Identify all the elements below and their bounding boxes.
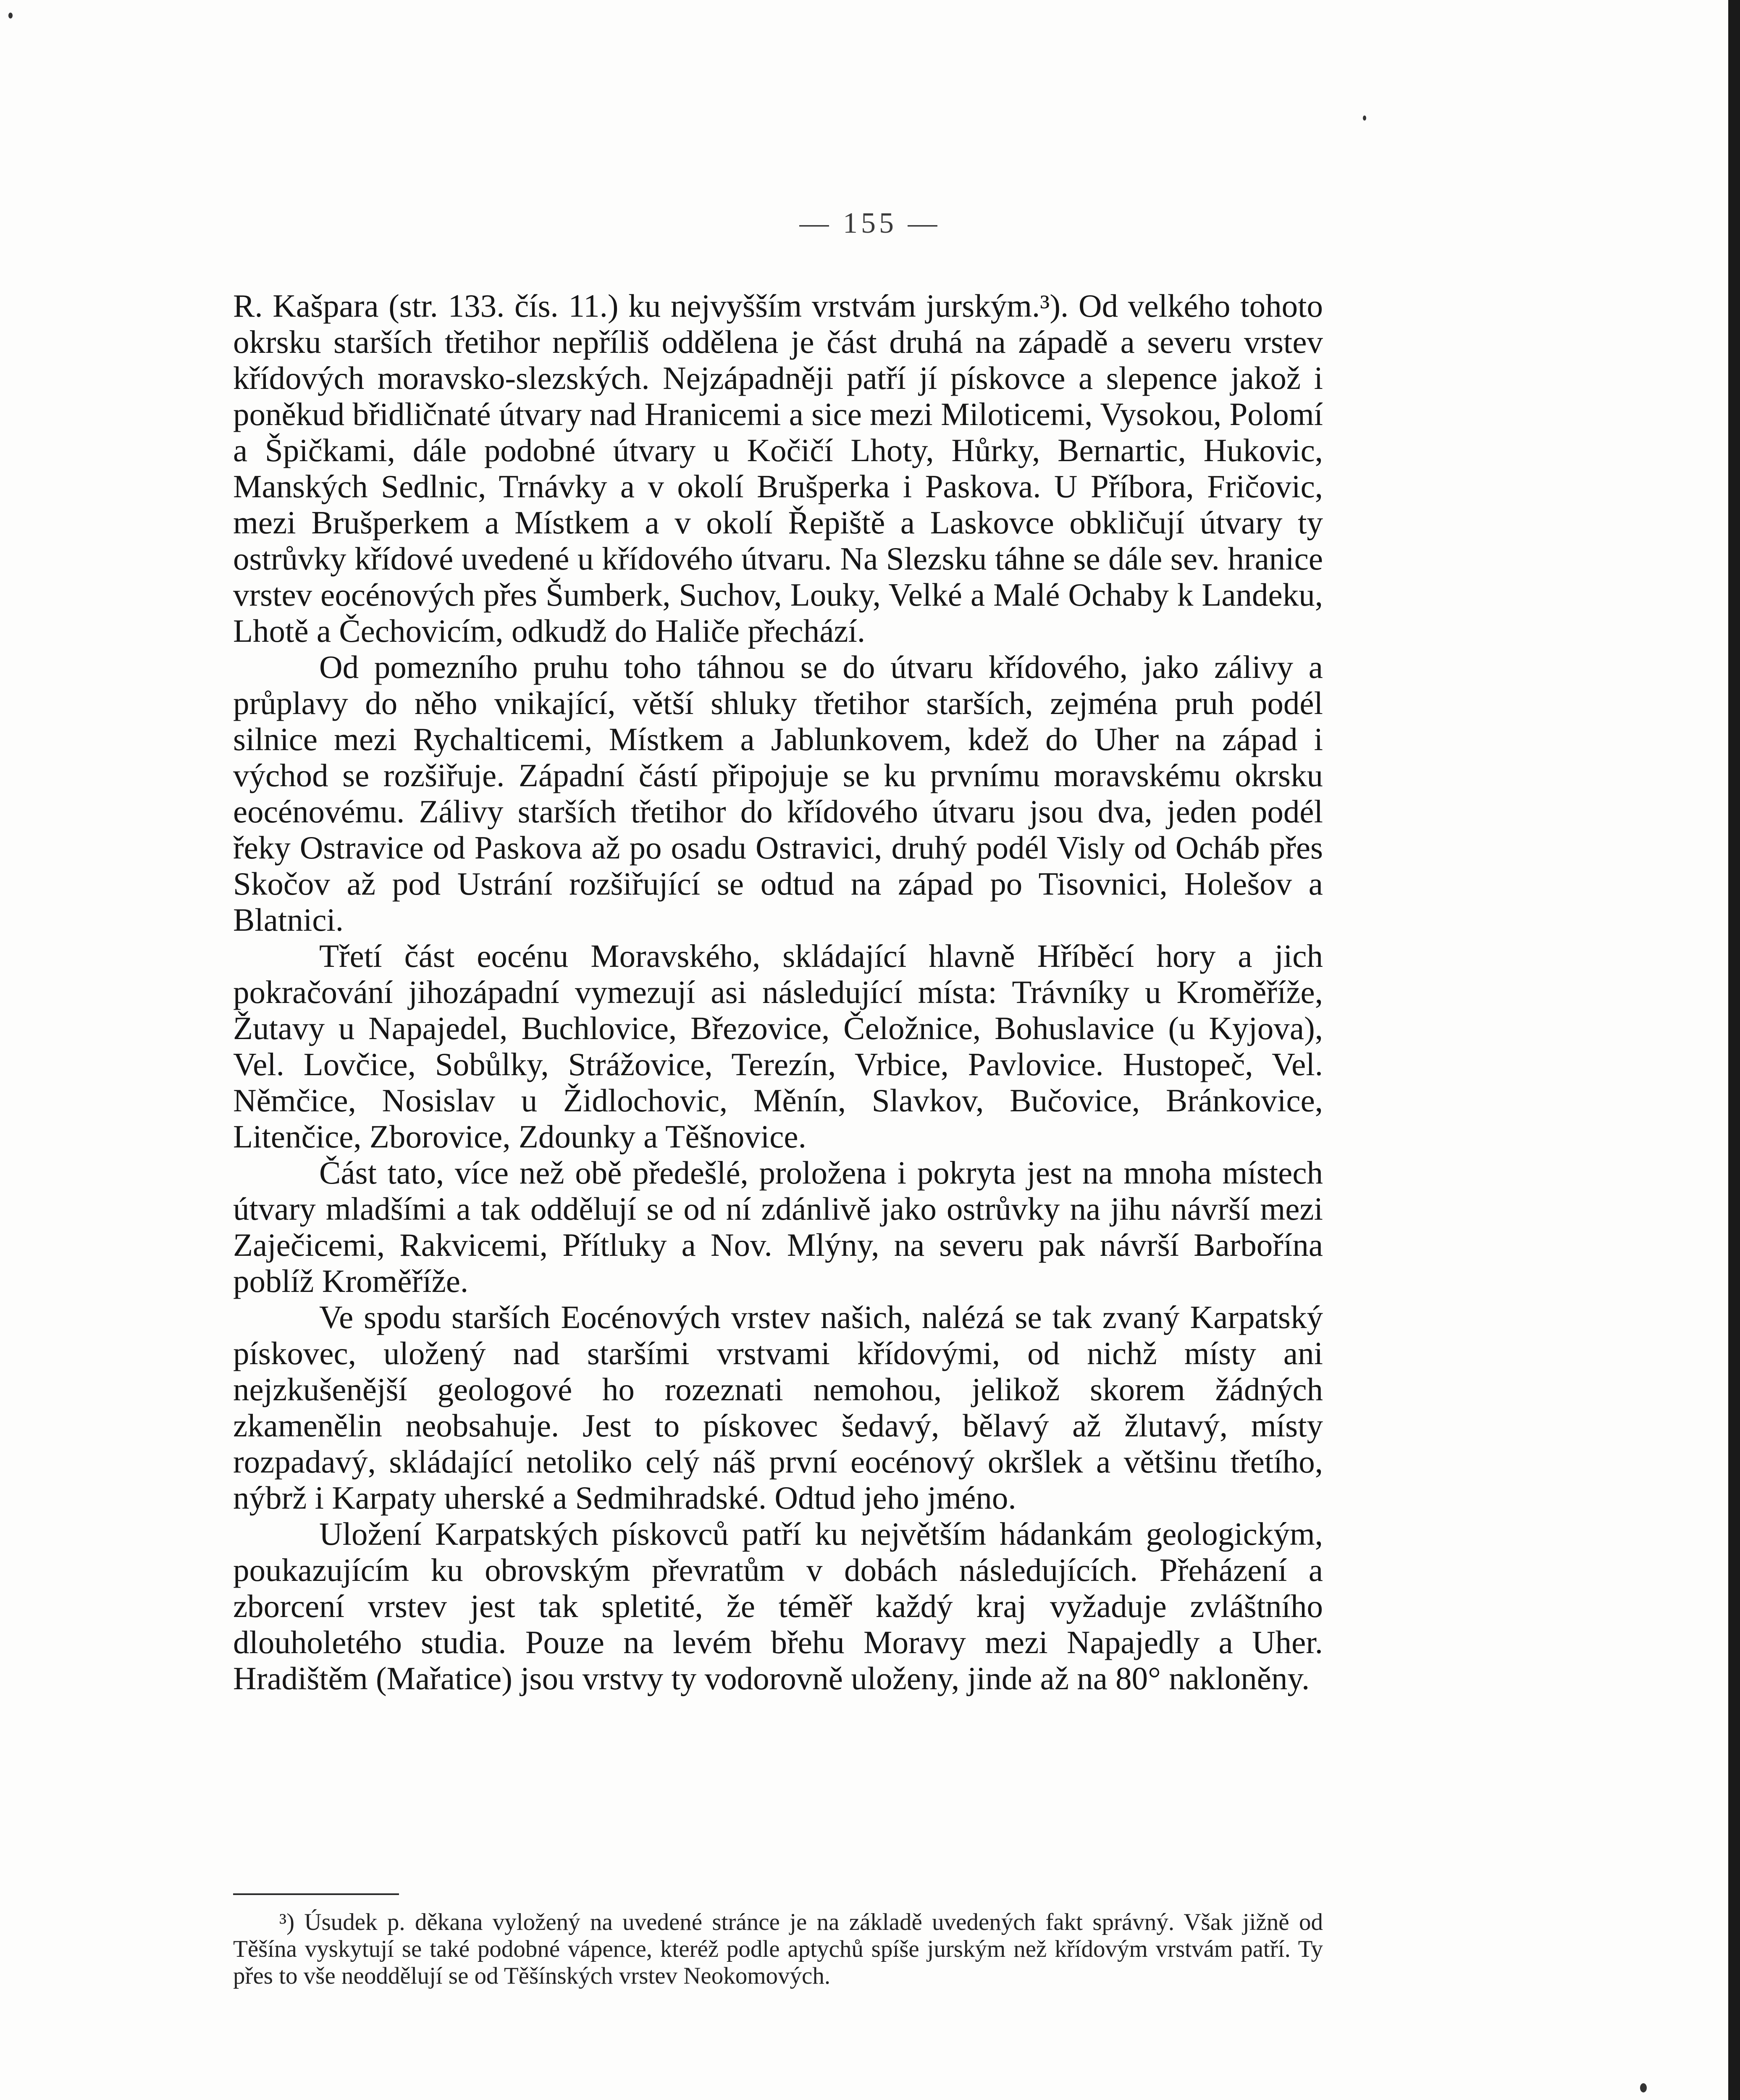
paragraph: Uložení Karpatských pískovců patří ku největším hádankám geologickým, poukazujícím ku obrovským převratům v dobách následujících. Přeházení a zborcení vrstev jest tak spletité, že téměř každý kraj vyžaduje zvláštního dlouholetého studia. Pouze na levém břehu Moravy mezi Napajedly a Uher. Hradištěm (Mařatice) jsou vrstvy ty vodorovně uloženy, jinde až na 80° nakloněny. [233, 1516, 1323, 1696]
scan-speck [8, 13, 13, 18]
scan-edge [1728, 0, 1740, 2100]
paragraph: R. Kašpara (str. 133. čís. 11.) ku nejvyšším vrstvám jurským.³). Od velkého tohoto okrsku starších třetihor nepříliš oddělena je část druhá na západě a severu vrstev křídových moravsko-slezských. Nejzápadněji patří jí pískovce a slepence jakož i poněkud břidličnaté útvary nad Hranicemi a sice mezi Miloticemi, Vysokou, Polomí a Špičkami, dále podobné útvary u Kočičí Lhoty, Hůrky, Bernartic, Hukovic, Manských Sedlnic, Trnávky a v okolí Brušperka i Paskova. U Příbora, Fričovic, mezi Brušperkem a Místkem a v okolí Řepiště a Laskovce obkličují útvary ty ostrůvky křídové uvedené u křídového útvaru. Na Slezsku táhne se dále sev. hranice vrstev eocénových přes Šumberk, Suchov, Louky, Velké a Malé Ochaby k Landeku, Lhotě a Čechovicím, odkudž do Haliče přechází. [233, 288, 1323, 649]
paragraph: Třetí část eocénu Moravského, skládající hlavně Hříběcí hory a jich pokračování jihozápadní vymezují asi následující místa: Trávníky u Kroměříže, Žutavy u Napajedel, Buchlovice, Březovice, Čeložnice, Bohuslavice (u Kyjova), Vel. Lovčice, Sobůlky, Strážovice, Terezín, Vrbice, Pavlovice. Hustopeč, Vel. Němčice, Nosislav u Židlochovic, Měnín, Slavkov, Bučovice, Bránkovice, Litenčice, Zborovice, Zdounky a Těšnovice. [233, 938, 1323, 1155]
page-number: — 155 — [799, 207, 941, 239]
main-text [233, 288, 1323, 1696]
scan-speck [1640, 2083, 1647, 2092]
footnote-divider [233, 1893, 399, 1895]
footnote-text: ³) Úsudek p. děkana vyložený na uvedené stránce je na základě uvedených fakt správný. Však jižně od Těšína vyskytují se také podobné vápence, kteréž podle aptychů spíše jurským než křídovým vrstvám patří. Ty přes to vše neoddělují se od Těšínských vrstev Neokomových. [233, 1909, 1323, 1989]
paragraph: Část tato, více než obě předešlé, proložena i pokryta jest na mnoha místech útvary mladšími a tak oddělují se od ní zdánlivě jako ostrůvky na jihu návrší mezi Zaječicemi, Rakvicemi, Přítluky a Nov. Mlýny, na severu pak návrší Barbořína poblíž Kroměříže. [233, 1155, 1323, 1299]
scan-speck [1363, 116, 1366, 121]
paragraph: Ve spodu starších Eocénových vrstev našich, nalézá se tak zvaný Karpatský pískovec, uložený nad staršími vrstvami křídovými, od nichž místy ani nejzkušenější geologové ho rozeznati nemohou, jelikož skorem žádných zkamenělin neobsahuje. Jest to pískovec šedavý, bělavý až žlutavý, místy rozpadavý, skládající netoliko celý náš první eocénový okršlek a většinu třetího, nýbrž i Karpaty uherské a Sedmihradské. Odtud jeho jméno. [233, 1299, 1323, 1516]
footnote [233, 1909, 1323, 1990]
paragraph: Od pomezního pruhu toho táhnou se do útvaru křídového, jako zálivy a průplavy do něho vnikající, větší shluky třetihor starších, zejména pruh podél silnice mezi Rychalticemi, Místkem a Jablunkovem, kdež do Uher na západ i východ se rozšiřuje. Západní částí připojuje se ku prvnímu moravskému okrsku eocénovému. Zálivy starších třetihor do křídového útvaru jsou dva, jeden podél řeky Ostravice od Paskova až po osadu Ostravici, druhý podél Visly od Ocháb přes Skočov až pod Ustrání rozšiřující se odtud na západ po Tisovnici, Holešov a Blatnici. [233, 649, 1323, 938]
